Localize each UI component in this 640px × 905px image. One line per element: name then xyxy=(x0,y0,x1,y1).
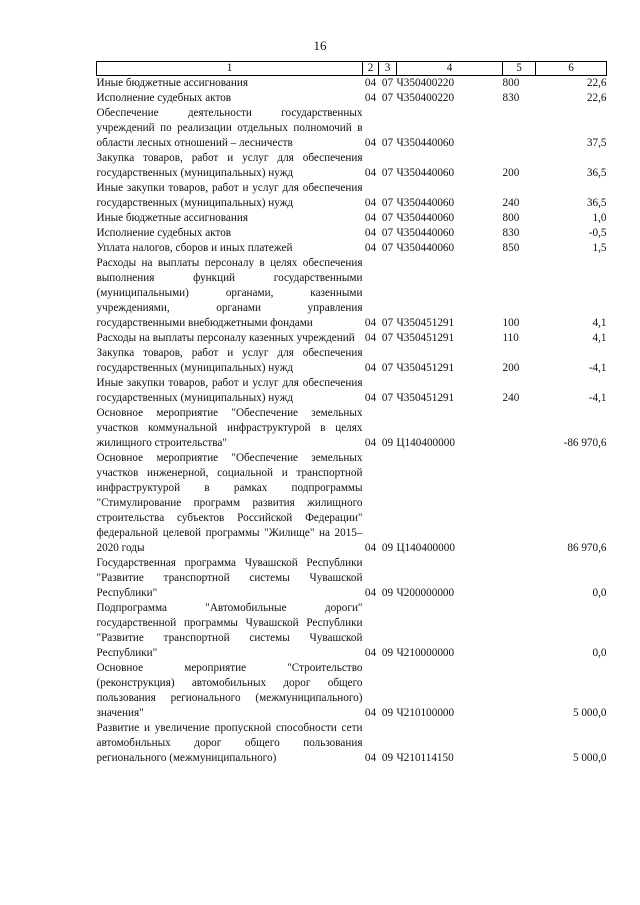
table-body xyxy=(97,76,607,767)
row-subsection: 07 xyxy=(381,77,394,89)
row-expense-type: 200 xyxy=(502,167,520,179)
row-section: 04 xyxy=(364,362,377,374)
row-amount: 5 000,0 xyxy=(572,707,607,719)
row-amount: 4,1 xyxy=(592,332,607,344)
table-row xyxy=(97,661,607,721)
table-row xyxy=(97,331,607,346)
row-section: 04 xyxy=(364,332,377,344)
row-target-code: Ч350440060 xyxy=(396,137,455,149)
table-row xyxy=(97,151,607,181)
table-row xyxy=(97,256,607,331)
table-row xyxy=(97,226,607,241)
row-target-code: Ч350451291 xyxy=(396,317,455,329)
row-expense-type xyxy=(503,106,536,151)
row-section: 04 xyxy=(364,227,377,239)
row-section: 04 xyxy=(364,542,377,554)
row-name: Основное мероприятие "Обеспечение земельных участков инженерной, социальной и транспортной инфраструктурой в рамках подпрограммы "Стимулирование программ развития жилищного строительства субъектов Российской Федерации" федеральной целевой программы "Жилище" на 2015–2020 годы xyxy=(96,452,363,554)
row-section: 04 xyxy=(364,707,377,719)
row-target-code: Ч350451291 xyxy=(396,392,455,404)
row-expense-type xyxy=(503,451,536,556)
row-amount: 36,5 xyxy=(586,197,607,209)
table-row xyxy=(97,211,607,226)
row-name: Закупка товаров, работ и услуг для обеспечения государственных (муниципальных) нужд xyxy=(96,152,363,179)
row-expense-type: 240 xyxy=(502,392,520,404)
table-row xyxy=(97,406,607,451)
row-subsection: 09 xyxy=(381,707,394,719)
row-expense-type: 800 xyxy=(502,77,520,89)
table-row xyxy=(97,76,607,92)
row-name: Иные закупки товаров, работ и услуг для обеспечения государственных (муниципальных) нужд xyxy=(96,377,363,404)
row-expense-type xyxy=(503,556,536,601)
row-target-code: Ч200000000 xyxy=(396,587,455,599)
row-target-code: Ч350440060 xyxy=(396,227,455,239)
row-amount: 1,0 xyxy=(592,212,607,224)
row-amount: -0,5 xyxy=(588,227,607,239)
table-row xyxy=(97,91,607,106)
row-name: Иные бюджетные ассигнования xyxy=(96,77,248,89)
table-row xyxy=(97,106,607,151)
row-name: Исполнение судебных актов xyxy=(96,92,232,104)
row-target-code: Ч350440060 xyxy=(396,212,455,224)
row-name: Государственная программа Чувашской Республики "Развитие транспортной системы Чувашской Республики" xyxy=(96,557,363,599)
row-target-code: Ч210100000 xyxy=(396,707,455,719)
row-subsection: 07 xyxy=(381,92,394,104)
row-expense-type: 850 xyxy=(502,242,520,254)
row-section: 04 xyxy=(364,212,377,224)
row-name: Подпрограмма "Автомобильные дороги" государственной программы Чувашской Республики "Развитие транспортной системы Чувашской Республики" xyxy=(96,602,363,659)
row-amount: 86 970,6 xyxy=(567,542,607,554)
row-subsection: 07 xyxy=(381,212,394,224)
row-section: 04 xyxy=(364,137,377,149)
row-name: Обеспечение деятельности государственных учреждений по реализации отдельных полномочий в области лесных отношений – лесничеств xyxy=(96,107,363,149)
row-expense-type: 830 xyxy=(502,92,520,104)
row-section: 04 xyxy=(364,437,377,449)
header-col-4: 4 xyxy=(397,62,503,76)
row-amount: 0,0 xyxy=(592,587,607,599)
row-amount: 37,5 xyxy=(586,137,607,149)
header-col-2: 2 xyxy=(363,62,379,76)
row-amount: 5 000,0 xyxy=(572,752,607,764)
row-name: Уплата налогов, сборов и иных платежей xyxy=(96,242,293,254)
table-row xyxy=(97,451,607,556)
row-subsection: 07 xyxy=(381,332,394,344)
row-target-code: Ч350400220 xyxy=(396,77,455,89)
table-row xyxy=(97,241,607,256)
row-expense-type xyxy=(503,661,536,721)
row-amount: -86 970,6 xyxy=(563,437,607,449)
table-row xyxy=(97,376,607,406)
row-name: Основное мероприятие "Обеспечение земельных участков коммунальной инфраструктурой в целях жилищного строительства" xyxy=(96,407,363,449)
row-subsection: 07 xyxy=(381,242,394,254)
table-row xyxy=(97,601,607,661)
row-name: Закупка товаров, работ и услуг для обеспечения государственных (муниципальных) нужд xyxy=(96,347,363,374)
header-col-3: 3 xyxy=(379,62,397,76)
row-section: 04 xyxy=(364,587,377,599)
row-subsection: 07 xyxy=(381,167,394,179)
row-target-code: Ч350440060 xyxy=(396,242,455,254)
row-section: 04 xyxy=(364,647,377,659)
row-expense-type: 110 xyxy=(502,332,519,344)
row-subsection: 07 xyxy=(381,317,394,329)
row-expense-type: 830 xyxy=(502,227,520,239)
row-section: 04 xyxy=(364,92,377,104)
row-subsection: 09 xyxy=(381,752,394,764)
row-section: 04 xyxy=(364,317,377,329)
row-expense-type: 100 xyxy=(502,317,520,329)
row-expense-type: 200 xyxy=(502,362,520,374)
row-target-code: Ч210000000 xyxy=(396,647,455,659)
row-target-code: Ц140400000 xyxy=(396,437,455,449)
header-row xyxy=(97,62,607,76)
header-col-5: 5 xyxy=(503,62,536,76)
table-row xyxy=(97,556,607,601)
row-section: 04 xyxy=(364,752,377,764)
table-row xyxy=(97,721,607,766)
row-name: Иные закупки товаров, работ и услуг для обеспечения государственных (муниципальных) нужд xyxy=(96,182,363,209)
row-name: Иные бюджетные ассигнования xyxy=(96,212,248,224)
row-subsection: 07 xyxy=(381,137,394,149)
row-amount: 22,6 xyxy=(586,77,607,89)
row-amount: 36,5 xyxy=(586,167,607,179)
row-section: 04 xyxy=(364,392,377,404)
row-amount: -4,1 xyxy=(588,362,607,374)
row-target-code: Ч350451291 xyxy=(396,362,455,374)
row-amount: 1,5 xyxy=(592,242,607,254)
row-target-code: Ч350400220 xyxy=(396,92,455,104)
row-section: 04 xyxy=(364,197,377,209)
budget-table xyxy=(96,61,607,766)
row-expense-type xyxy=(503,721,536,766)
row-subsection: 09 xyxy=(381,647,394,659)
row-target-code: Ч210114150 xyxy=(396,752,454,764)
row-name: Расходы на выплаты персоналу в целях обеспечения выполнения функций государственными (муниципальными) органами, казенными учреждениями, органами управления государственными внебюджетными фондами xyxy=(96,257,363,329)
row-target-code: Ч350440060 xyxy=(396,197,455,209)
row-expense-type xyxy=(503,406,536,451)
header-col-1: 1 xyxy=(97,62,363,76)
row-name: Основное мероприятие "Строительство (реконструкция) автомобильных дорог общего пользования регионального (межмуниципального) значения" xyxy=(96,662,363,719)
row-subsection: 07 xyxy=(381,362,394,374)
row-name: Развитие и увеличение пропускной способности сети автомобильных дорог общего пользования регионального (межмуниципального) xyxy=(96,722,363,764)
row-section: 04 xyxy=(364,77,377,89)
table-row xyxy=(97,346,607,376)
row-subsection: 07 xyxy=(381,197,394,209)
row-amount: -4,1 xyxy=(588,392,607,404)
row-name: Исполнение судебных актов xyxy=(96,227,232,239)
page-number: 16 xyxy=(313,38,327,53)
table-header xyxy=(97,62,607,76)
table-row xyxy=(97,181,607,211)
row-expense-type: 800 xyxy=(502,212,520,224)
row-target-code: Ц140400000 xyxy=(396,542,455,554)
row-name: Расходы на выплаты персоналу казенных учреждений xyxy=(96,332,355,344)
row-section: 04 xyxy=(364,242,377,254)
row-subsection: 07 xyxy=(381,227,394,239)
row-amount: 0,0 xyxy=(592,647,607,659)
row-amount: 22,6 xyxy=(586,92,607,104)
row-subsection: 09 xyxy=(381,437,394,449)
row-subsection: 07 xyxy=(381,392,394,404)
header-col-6: 6 xyxy=(536,62,607,76)
row-expense-type: 240 xyxy=(502,197,520,209)
row-subsection: 09 xyxy=(381,587,394,599)
row-amount: 4,1 xyxy=(592,317,607,329)
row-expense-type xyxy=(503,601,536,661)
row-section: 04 xyxy=(364,167,377,179)
row-target-code: Ч350440060 xyxy=(396,167,455,179)
row-subsection: 09 xyxy=(381,542,394,554)
row-target-code: Ч350451291 xyxy=(396,332,455,344)
